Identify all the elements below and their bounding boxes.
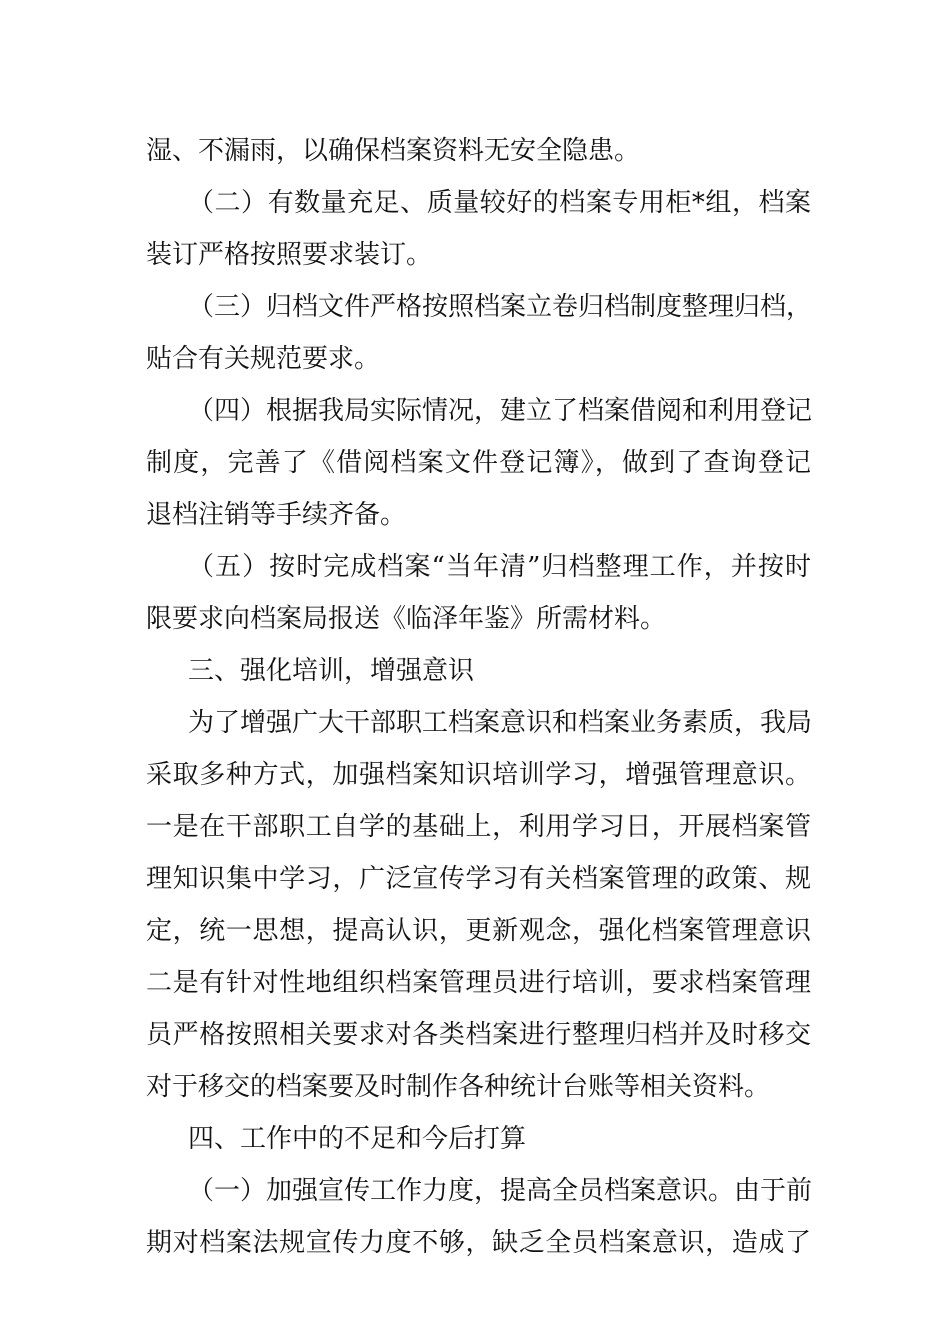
text-line: 采取多种方式，加强档案知识培训学习，增强管理意识。 bbox=[146, 760, 811, 790]
text-line: 贴合有关规范要求。 bbox=[146, 344, 381, 374]
text-line: 期对档案法规宣传力度不够，缺乏全员档案意识，造成了 bbox=[146, 1228, 811, 1258]
text-line: 理知识集中学习，广泛宣传学习有关档案管理的政策、规 bbox=[146, 864, 811, 894]
text-line: 二是有针对性地组织档案管理员进行培训，要求档案管理 bbox=[146, 968, 811, 998]
text-line: （四）根据我局实际情况，建立了档案借阅和利用登记 bbox=[188, 396, 813, 426]
text-line: （五）按时完成档案“当年清”归档整理工作，并按时 bbox=[188, 552, 811, 582]
text-line: 对于移交的档案要及时制作各种统计台账等相关资料。 bbox=[146, 1072, 771, 1102]
text-line: （三）归档文件严格按照档案立卷归档制度整理归档， bbox=[188, 292, 813, 322]
text-line: 三、强化培训，增强意识 bbox=[188, 656, 475, 686]
text-line: 装订严格按照要求装订。 bbox=[146, 240, 433, 270]
text-line: 定，统一思想，提高认识，更新观念，强化档案管理意识 bbox=[146, 916, 811, 946]
text-line: 四、工作中的不足和今后打算 bbox=[188, 1124, 527, 1154]
text-line: （二）有数量充足、质量较好的档案专用柜*组，档案 bbox=[188, 188, 811, 218]
text-line: 为了增强广大干部职工档案意识和档案业务素质，我局 bbox=[188, 708, 813, 738]
text-line: 员严格按照相关要求对各类档案进行整理归档并及时移交 bbox=[146, 1020, 811, 1050]
text-line: 限要求向档案局报送《临泽年鉴》所需材料。 bbox=[146, 604, 667, 634]
text-line: 湿、不漏雨，以确保档案资料无安全隐患。 bbox=[146, 136, 641, 166]
text-line: 一是在干部职工自学的基础上，利用学习日，开展档案管 bbox=[146, 812, 811, 842]
text-line: 退档注销等手续齐备。 bbox=[146, 500, 407, 530]
text-line: 制度，完善了《借阅档案文件登记簿》，做到了查询登记 bbox=[146, 448, 811, 478]
document-body bbox=[146, 125, 811, 1269]
text-line: （一）加强宣传工作力度，提高全员档案意识。由于前 bbox=[188, 1176, 813, 1206]
